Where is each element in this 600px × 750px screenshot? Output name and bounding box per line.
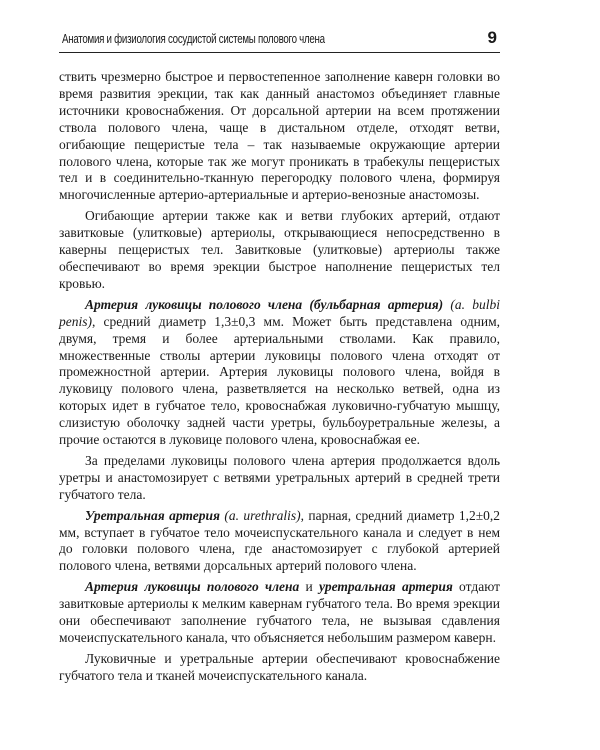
term-urethral-artery: Уретральная артерия: [85, 507, 220, 523]
paragraph-5: [59, 508, 500, 576]
latin-urethralis: (a. urethralis): [224, 507, 301, 523]
conjunction-and: и: [299, 579, 320, 595]
paragraph-2: Огибающие артерии также как и ветви глубоких артерий, отдают завитковые (улитковые) артериолы, открывающиеся непосредственно в каверны пещеристых тел. Завитковые (улитковые) артериолы также обеспечивают во время эрекции быстрое наполнение пещеристых тел кровью.: [59, 208, 500, 291]
body-text: [59, 69, 500, 685]
latin-bulbi-penis: (a. bulbi penis): [59, 296, 500, 329]
running-title: Анатомия и физиология сосудистой системы полового члена: [62, 32, 325, 46]
running-header: [59, 26, 500, 53]
term-urethral-artery-2: уретральная артерия: [319, 579, 453, 595]
paragraph-1: ствить чрезмерно быстрое и первостепенное заполнение каверн головки во время развития эрекции, так как данный анастомоз объединяет главные источники кровоснабжения. От дорсальной артерии на всем протяжении ствола полового члена, чаще в дистальном отделе, отходят ветви, огибающие пещеристые тела – так называемые окружающие артерии полового члена, которые так же могут проникать в трабекулы пещеристых тел и в соединительно-тканную перегородку полового члена, формируя многочисленные артерио-артериальные и артерио-венозные анастомозы.: [59, 69, 500, 203]
paragraph-3: [59, 297, 500, 449]
paragraph-4: За пределами луковицы полового члена артерия продолжается вдоль уретры и анастомозирует с ветвями уретральных артерий в средней трети губчатого тела.: [59, 452, 500, 502]
paragraph-5-text: , парная, средний диаметр 1,2±0,2 мм, вступает в губчатое тело мочеиспускательного канала и следует в нем до головки полового члена, где анастомозирует с глубокой артерией полового члена, ветвями дорсальных артерий полового члена.: [59, 507, 500, 574]
term-bulb-artery: Артерия луковицы полового члена: [85, 579, 300, 595]
term-bulbar-artery: Артерия луковицы полового члена (бульбарная артерия): [85, 296, 444, 312]
page-number: 9: [487, 28, 497, 47]
paragraph-6: [59, 579, 500, 647]
paragraph-6-text: отдают завитковые артериолы к мелким кавернам губчатого тела. Во время эрекции они обеспечивают заполнение губчатого тела, не вызывая сдавления мочеиспускательного канала, что объясняется небольшим размером каверн.: [59, 579, 501, 645]
book-page: [59, 26, 500, 726]
paragraph-3-text: , средний диаметр 1,3±0,3 мм. Может быть представлена одним, двумя, тремя и более артериальными стволами. Как правило, множественные стволы артерии луковицы полового члена отходят от промежностной артерии. Артерия луковицы полового члена, войдя в луковицу полового члена, разветвляется на несколько ветвей, одна из которых идет в губчатое тело, кровоснабжая луковично-губчатую мышцу, слизистую оболочку задней части уретры, бульбоуретральные железы, а прочие остаются в луковице полового члена, кровоснабжая ее.: [59, 313, 500, 448]
paragraph-7: Луковичные и уретральные артерии обеспечивают кровоснабжение губчатого тела и тканей мочеиспускательного канала.: [59, 650, 500, 683]
